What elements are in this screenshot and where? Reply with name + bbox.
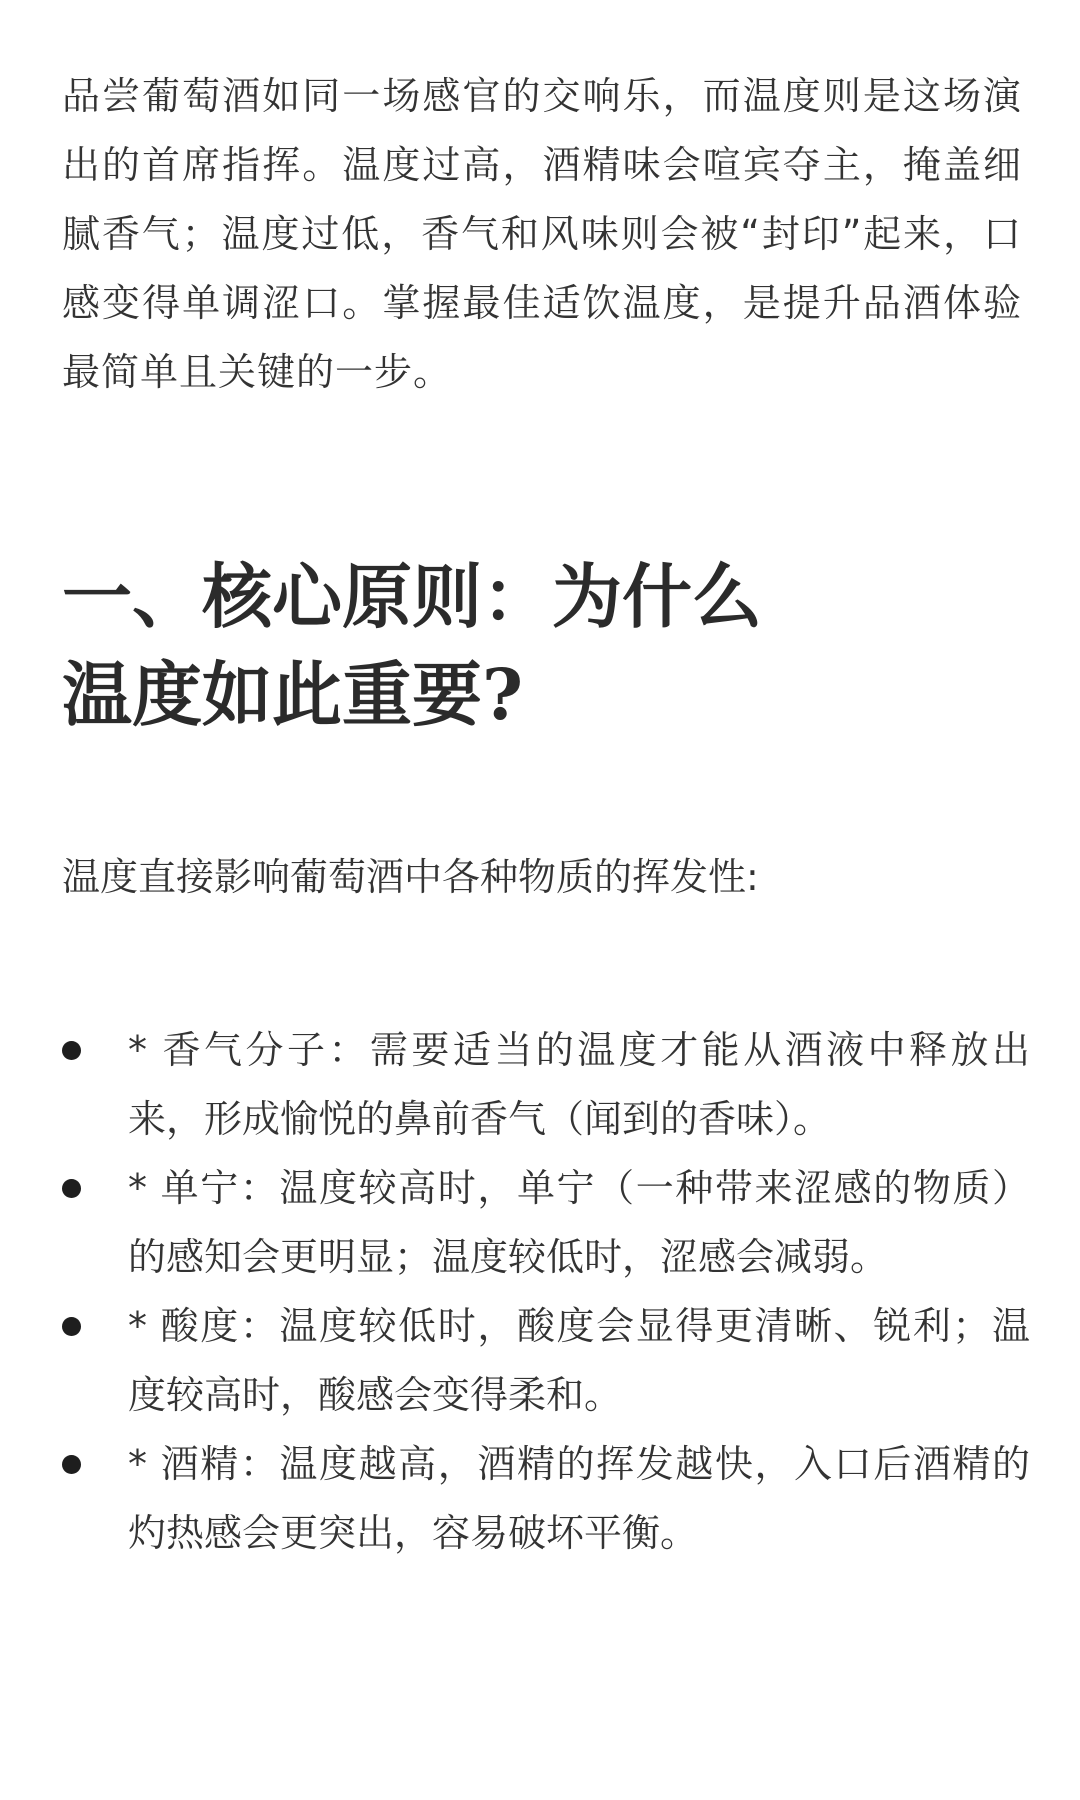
section-heading-line-2: 温度如此重要? bbox=[62, 653, 524, 736]
bullet-text: * 酒精：温度越高，酒精的挥发越快，入口后酒精的灼热感会更突出，容易破坏平衡。 bbox=[128, 1442, 1030, 1555]
bullet-text: * 香气分子：需要适当的温度才能从酒液中释放出来，形成愉悦的鼻前香气（闻到的香味）。 bbox=[128, 1028, 1030, 1141]
bullet-text: * 单宁：温度较高时，单宁（一种带来涩感的物质）的感知会更明显；温度较低时，涩感会减弱。 bbox=[128, 1166, 1030, 1279]
bullet-dot-icon bbox=[62, 1179, 81, 1198]
bullet-item-acidity bbox=[62, 1292, 1030, 1430]
section-heading bbox=[62, 548, 1022, 744]
intro-paragraph: 品尝葡萄酒如同一场感官的交响乐，而温度则是这场演出的首席指挥。温度过高，酒精味会喧宾夺主，掩盖细腻香气；温度过低，香气和风味则会被“封印”起来，口感变得单调涩口。掌握最佳适饮温度，是提升品酒体验最简单且关键的一步。 bbox=[62, 74, 1022, 394]
bullet-item-tannin bbox=[62, 1154, 1030, 1292]
lead-paragraph: 温度直接影响葡萄酒中各种物质的挥发性: bbox=[62, 855, 759, 899]
bullet-text: * 酸度：温度较低时，酸度会显得更清晰、锐利；温度较高时，酸感会变得柔和。 bbox=[128, 1304, 1030, 1417]
bullet-item-alcohol bbox=[62, 1430, 1030, 1568]
bullet-dot-icon bbox=[62, 1455, 81, 1474]
bullet-list bbox=[62, 1016, 1030, 1568]
section-heading-line-1: 一、核心原则：为什么 bbox=[62, 555, 762, 638]
bullet-dot-icon bbox=[62, 1317, 81, 1336]
bullet-dot-icon bbox=[62, 1041, 81, 1060]
bullet-item-aroma bbox=[62, 1016, 1030, 1154]
